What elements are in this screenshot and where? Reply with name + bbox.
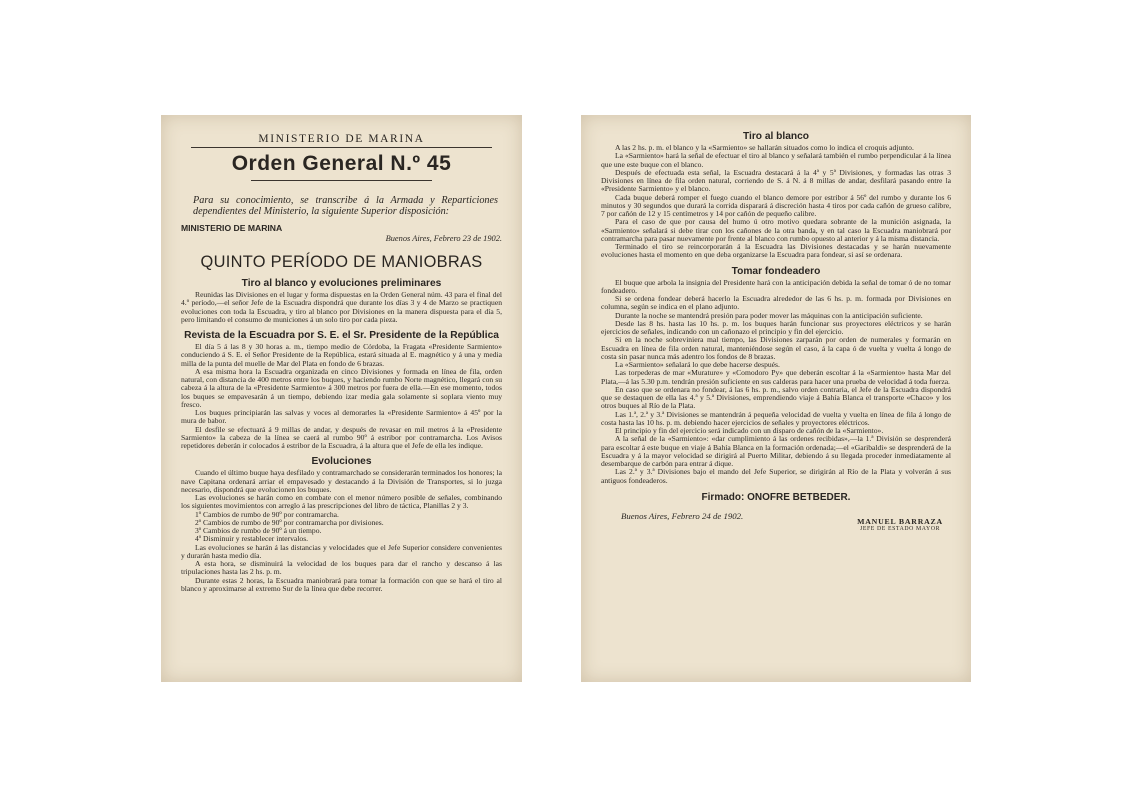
- ministry-header: MINISTERIO DE MARINA: [191, 133, 492, 148]
- main-title: QUINTO PERÍODO DE MANIOBRAS: [200, 253, 483, 271]
- evoluciones-paragraph-3: Las evoluciones se harán á las distancias y velocidades que el Jefe Superior considere convenientes y durarán hasta medio día.: [181, 542, 502, 560]
- fondeadero-paragraph-10: El principio y fin del ejercicio será indicado con un disparo de cañón de la «Sarmiento».: [615, 426, 884, 435]
- list-item: 2º Cambios de rumbo de 90º por contramarcha por divisiones.: [195, 517, 384, 527]
- title-rule: [251, 180, 432, 181]
- revista-paragraph-2: A esa misma hora la Escuadra organizada en cinco Divisiones y formada en línea de fila, orden natural, con distancia de 400 metros entre los buques, y haciendo rumbo Norte magnético, llegará con su cabeza á la altura de la «Presidente Sarmiento» á 300 metros por fuera de ella.—En ese momento, todos los buques se empavesarán á un tiempo, debiendo izar media gala solamente si soplara viento muy fresco.: [181, 366, 502, 409]
- right-page: [581, 115, 971, 682]
- fondeadero-paragraph-7: Las torpederas de mar «Murature» y «Comodoro Py» que deberán escoltar á la «Sarmiento» hasta Mar del Plata,—á las 5.30 p.m. tendrán presión suficiente en sus calderas para hacer una prueba de velocidad á toda fuerza.: [601, 368, 951, 386]
- evoluciones-paragraph-5: Durante estas 2 horas, la Escuadra maniobrará para tomar la formación con que se hará el tiro al blanco y aproximarse al extremo Sur de la línea que debe recorrer.: [181, 575, 502, 593]
- fondeadero-paragraph-5: Si en la noche sobreviniera mal tiempo, las Divisiones zarparán por orden de numerales y formarán en Escuadra en línea de fila orden natural, manteniéndose según el caso, á la capa ó de vuelta y vuelta á longo de costa sin pasar nunca más adentro los fondos de 8 brazas.: [601, 335, 951, 361]
- fondeadero-paragraph-3: Durante la noche se mantendrá presión para poder mover las máquinas con la anticipación suficiente.: [615, 310, 923, 320]
- order-title: Orden General N.º 45: [231, 152, 452, 175]
- section-evoluciones-title: Evoluciones: [311, 456, 372, 468]
- tiro-paragraph-6: Terminado el tiro se reincorporarán á la Escuadra las Divisiones destacadas y se harán nuevamente evoluciones hasta el momento en que deba organizarse la Escuadra para fondear, si así se ordenara.: [601, 242, 951, 260]
- signature: Firmado: ONOFRE BETBEDER.: [701, 491, 851, 503]
- left-date: Buenos Aires, Febrero 23 de 1902.: [385, 234, 502, 243]
- revista-paragraph-4: El desfile se efectuará á 9 millas de andar, y después de revasar en mil metros á la «Presidente Sarmiento» la cabeza de la línea se caerá al rumbo 90º á estribor por contramarcha. Los Avisos repetidores deberán ir colocados á estribor de la Escuadra, á la altura que el Jefe de ella les indique.: [181, 424, 502, 450]
- officer-name: MANUEL BARRAZA: [857, 516, 943, 526]
- sub-ministry-header: MINISTERIO DE MARINA: [181, 223, 283, 233]
- evoluciones-paragraph-2: Las evoluciones se harán como en combate con el menor número posible de señales, combinando los siguientes movimientos con arreglo á las prescripciones del libro de táctica, Planillas 2 y 3.: [181, 493, 502, 511]
- section-fondeadero-title: Tomar fondeadero: [731, 265, 821, 277]
- officer-title: JEFE DE ESTADO MAYOR: [859, 525, 941, 532]
- fondeadero-paragraph-6: La «Sarmiento» señalará lo que debe hacerse después.: [615, 360, 780, 369]
- list-item: 3º Cambios de rumbo de 90º á un tiempo.: [195, 526, 322, 535]
- right-date: Buenos Aires, Febrero 24 de 1902.: [621, 510, 744, 521]
- tiro-paragraph-4: Cada buque deberá romper el fuego cuando el blanco demore por estribor á 56º del rumbo y durante los 6 minutos y 30 segundos que durará la corrida disparará á discreción hasta 4 tiros por cada cañón de grueso calibre, 7 por cañón de 12 y 15 centímetros y 14 por cañón de pequeño calibre.: [601, 192, 951, 218]
- list-item: 1º Cambios de rumbo de 90º por contramarcha.: [195, 509, 339, 519]
- fondeadero-paragraph-4: Desde las 8 hs. hasta las 10 hs. p. m. los buques harán funcionar sus proyectores eléctricos y se harán ejercicios de señales, indicando con un cañonazo el principio y fin del ejercicio.: [601, 318, 951, 336]
- evoluciones-list: [195, 511, 502, 544]
- tiro-paragraph-1: A las 2 hs. p. m. el blanco y la «Sarmiento» se hallarán situados como lo indica el croquis adjunto.: [615, 143, 914, 152]
- revista-paragraph-3: Los buques principiarán las salvas y voces al demorarles la «Presidente Sarmiento» á 45º por la mura de babor.: [181, 408, 502, 426]
- revista-paragraph-1: El día 5 á las 8 y 30 horas a. m., tiempo medio de Córdoba, la Fragata «Presidente Sarmiento» conduciendo á S. E. el Señor Presidente de la República, estará situada al E. magnético y á una y media milla de la punta del muelle de Mar del Plata en fondo de 6 brazas.: [181, 342, 502, 368]
- tiro-paragraph-2: La «Sarmiento» hará la señal de efectuar el tiro al blanco y señalará también el rumbo perpendicular á la línea que une este buque con el blanco.: [601, 151, 951, 169]
- section-revista-title: Revista de la Escuadra por S. E. el Sr. Presidente de la República: [184, 330, 499, 341]
- fondeadero-paragraph-9: Las 1.ª, 2.ª y 3.ª Divisiones se mantendrán á pequeña velocidad de vuelta y vuelta en línea de fila á longo de costa hasta las 10 hs. p. m. debiendo hacer ejercicios de señales y proyectores eléctricos.: [601, 409, 951, 427]
- evoluciones-paragraph-1: Cuando el último buque haya desfilado y contramarchado se considerarán terminados los honores; la nave Capitana ordenará arriar el empavesado y destacando á la División de Transportes, si lo juzga necesario, dispondrá que evolucionen los buques.: [181, 468, 502, 494]
- tiro-paragraph-3: Después de efectuada esta señal, la Escuadra destacará á la 4ª y 5ª Divisiones, y formadas las otras 3 Divisiones en línea de fila orden natural, corriendo de S. á N. á 8 millas de andar, desfilará pasando entre la «Presidente Sarmiento» y el blanco.: [601, 167, 951, 194]
- officer-block: [857, 517, 943, 532]
- fondeadero-paragraph-12: Las 2.ª y 3.ª Divisiones bajo el mando del Jefe Superior, se dirigirán al Río de la Plata y volverán á sus antiguos fondeaderos.: [601, 467, 951, 485]
- fondeadero-paragraph-2: Si se ordena fondear deberá hacerlo la Escuadra alrededor de las 6 hs. p. m. formada por Divisiones en columna, según se indica en el plano adjunto.: [601, 294, 951, 312]
- fondeadero-paragraph-1: El buque que arbola la insignia del Presidente hará con la anticipación debida la señal de tomar ó de no tomar fondeadero.: [601, 277, 951, 295]
- section-tiro-preliminar-text: Reunidas las Divisiones en el lugar y forma dispuestas en la Orden General núm. 43 para el final del 4.º período,—el señor Jefe de la Escuadra dispondrá que durante los días 3 y 4 de Marzo se practiquen evoluciones con toda la Escuadra, y tiro al blanco por Divisiones en la manera dispuesta para el día 5, pero limitando el consumo de municiones á un solo tiro por cada pieza.: [181, 290, 502, 324]
- section-tiro-blanco-title: Tiro al blanco: [742, 131, 810, 142]
- fondeadero-paragraph-11: A la señal de la «Sarmiento»: «dar cumplimiento á las ordenes recibidas»,—la 1.ª División se desprenderá para escoltar á este buque en viaje á Bahía Blanca en la formación ordenada;—el «Garibaldi» se desprenderá de la Escuadra y á la mayor velocidad se dirigirá al Puerto Militar, debiendo á su llegada proceder inmediatamente al desembarque de carbón para entrar á dique.: [601, 434, 951, 468]
- tiro-paragraph-5: Para el caso de que por causa del humo ú otro motivo quedara sobrante de la munición asignada, la «Sarmiento» señalará si debe tirar con los cañones de la otra banda, y en tal caso la Escuadra maniobrará por contramarcha para pasar nuevamente por frente al blanco con rumbo opuesto al anterior y á la misma distancia.: [601, 217, 951, 243]
- left-page: [161, 115, 522, 682]
- list-item: 4º Disminuir y restablecer intervalos.: [195, 534, 309, 544]
- evoluciones-paragraph-4: A esta hora, se disminuirá la velocidad de los buques para dar el rancho y descanso á las tripulaciones hasta las 2 hs. p. m.: [181, 559, 502, 577]
- fondeadero-paragraph-8: En caso que se ordenara no fondear, á las 6 hs. p. m., salvo orden contraria, el Jefe de la Escuadra dispondrá que se destaquen de ella las 4.ª y 5.ª Divisiones, emprendiendo viaje á Bahía Blanca el transporte «Chaco» y los otros buques al Río de la Plata.: [601, 384, 951, 411]
- section-tiro-preliminar-title: Tiro al blanco y evoluciones preliminares: [241, 278, 442, 289]
- intro-text: Para su conocimiento, se transcribe á la Armada y Reparticiones dependientes del Ministerio, la siguiente Superior disposición:: [193, 195, 498, 217]
